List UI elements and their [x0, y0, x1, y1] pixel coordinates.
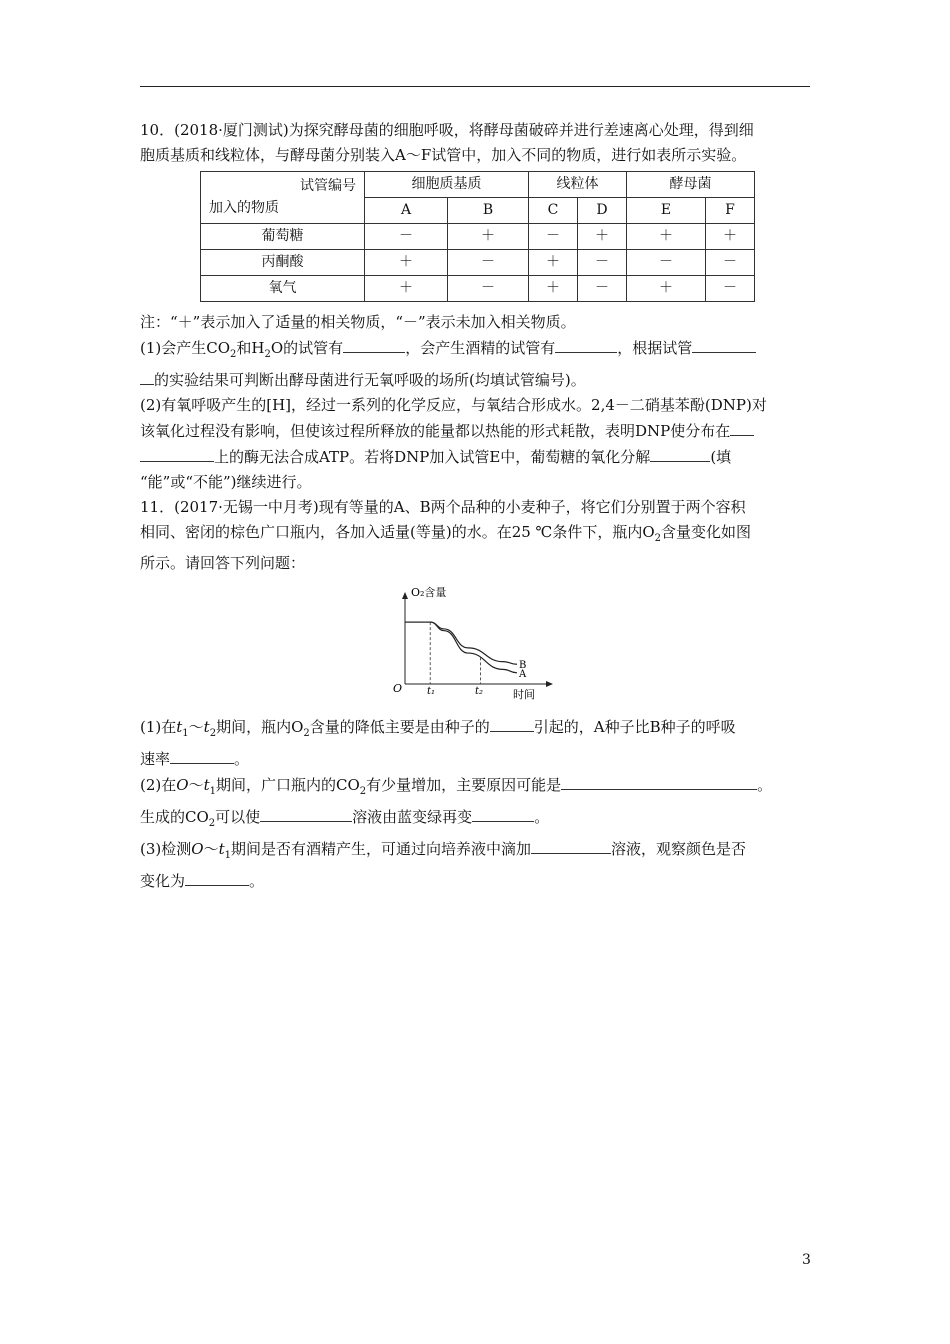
q11-part2-cont: 生成的$CO_2$可以使 溶液由蓝变绿再变 。 — [140, 804, 812, 836]
tube-d: D — [578, 198, 627, 224]
answer-blank[interactable] — [730, 418, 754, 436]
experiment-table — [200, 171, 755, 302]
cell: － — [627, 250, 706, 276]
document-body — [140, 118, 812, 894]
tube-f: F — [706, 198, 755, 224]
series-label-a: A — [519, 668, 527, 680]
cell: ＋ — [578, 224, 627, 250]
q10-part1: (1)会产生$CO_2$和$H_2O$的试管有 ，会产生酒精的试管有 ，根据试管 — [140, 335, 812, 367]
q10-part2-line4: “能”或“不能”)继续进行。 — [140, 473, 312, 491]
answer-blank[interactable] — [472, 804, 534, 822]
q11-part3: (3)检测$O\sim t_1$期间是否有酒精产生，可通过向培养液中滴加 溶液，观察颜色是否 — [140, 836, 812, 868]
q11-stem-line1: 11．(2017·无锡一中月考)现有等量的A、B两个品种的小麦种子，将它们分别置于两个容积 — [140, 498, 746, 516]
series-line-a — [405, 622, 517, 673]
cell: － — [706, 276, 755, 302]
cell: － — [448, 276, 529, 302]
group-cytoplasm: 细胞质基质 — [365, 172, 529, 198]
q10-part2-line1: (2)有氧呼吸产生的[H]，经过一系列的化学反应，与氧结合形成水。2,4－二硝基苯酚(DNP)对 — [140, 396, 767, 414]
q10-part2-line2: 该氧化过程没有影响，但使该过程所释放的能量都以热能的形式耗散，表明DNP使分布在 — [140, 418, 812, 444]
y-axis-label: O₂含量 — [411, 586, 447, 599]
tube-c: C — [529, 198, 578, 224]
q11-part3-cont: 变化为 。 — [140, 868, 812, 894]
o2-content-chart-svg — [375, 584, 555, 702]
table-row — [201, 224, 755, 250]
cell: － — [578, 250, 627, 276]
tick-label-t1: t₁ — [427, 686, 436, 697]
x-axis-label: 时间 — [513, 688, 535, 701]
x-axis-arrow — [546, 681, 553, 687]
page-number: 3 — [802, 1252, 811, 1268]
q10-part1-cont: 的实验结果可判断出酵母菌进行无氧呼吸的场所(均填试管编号)。 — [140, 367, 812, 393]
q10-stem-line2: 胞质基质和线粒体，与酵母菌分别装入A～F试管中，加入不同的物质，进行如表所示实验。 — [140, 146, 747, 164]
header-substance: 加入的物质 — [209, 200, 279, 216]
table-note: 注：“＋”表示加入了适量的相关物质，“－”表示未加入相关物质。 — [140, 313, 576, 331]
cell: － — [365, 224, 448, 250]
cell: ＋ — [706, 224, 755, 250]
experiment-table-wrap — [200, 171, 812, 302]
q11-part1-cont: 速率 。 — [140, 746, 812, 772]
answer-blank[interactable] — [650, 444, 710, 462]
origin-label: O — [393, 682, 403, 695]
header-tube-id: 试管编号 — [300, 178, 356, 194]
cell: － — [706, 250, 755, 276]
y-axis-arrow — [402, 592, 408, 599]
cell: － — [578, 276, 627, 302]
tube-a: A — [365, 198, 448, 224]
q10-part2-line3: 上的酶无法合成ATP。若将DNP加入试管E中，葡萄糖的氧化分解 (填 — [140, 444, 812, 470]
row-label: 氧气 — [201, 276, 365, 302]
answer-blank[interactable] — [555, 335, 617, 353]
cell: ＋ — [365, 250, 448, 276]
answer-blank[interactable] — [343, 335, 405, 353]
cell: ＋ — [529, 276, 578, 302]
group-yeast: 酵母菌 — [627, 172, 755, 198]
tick-label-t2: t₂ — [475, 686, 484, 697]
q11-part2: (2)在$O\sim t_1$期间，广口瓶内的$CO_2$有少量增加，主要原因可能是 。 — [140, 772, 812, 804]
series-label-b: B — [519, 660, 527, 672]
answer-blank[interactable] — [140, 367, 154, 385]
tube-b: B — [448, 198, 529, 224]
table-diagonal-header — [201, 172, 365, 224]
cell: ＋ — [529, 250, 578, 276]
cell: ＋ — [448, 224, 529, 250]
o2-chart — [375, 584, 812, 710]
cell: － — [448, 250, 529, 276]
cell: ＋ — [627, 276, 706, 302]
q11-part1: (1)在$t_1\sim t_2$期间，瓶内$O_2$含量的降低主要是由种子的 引起的，A种子比B种子的呼吸 — [140, 714, 812, 746]
group-mitochondria: 线粒体 — [529, 172, 627, 198]
cell: ＋ — [627, 224, 706, 250]
table-row — [201, 276, 755, 302]
answer-blank[interactable] — [561, 772, 757, 790]
answer-blank[interactable] — [185, 868, 249, 886]
cell: － — [529, 224, 578, 250]
table-row — [201, 250, 755, 276]
row-label: 葡萄糖 — [201, 224, 365, 250]
q10-stem-line1: 10．(2018·厦门测试)为探究酵母菌的细胞呼吸，将酵母菌破碎并进行差速离心处理，得到细 — [140, 121, 754, 139]
q11-stem-line2: 相同、密闭的棕色广口瓶内，各加入适量(等量)的水。在25 ℃条件下，瓶内$O_2$含量变化如图 — [140, 523, 752, 544]
answer-blank[interactable] — [692, 335, 756, 353]
header-rule — [140, 86, 810, 87]
row-label: 丙酮酸 — [201, 250, 365, 276]
answer-blank[interactable] — [170, 746, 234, 764]
answer-blank[interactable] — [490, 714, 534, 732]
series-line-b — [405, 622, 517, 664]
answer-blank[interactable] — [260, 804, 352, 822]
answer-blank[interactable] — [531, 836, 611, 854]
cell: ＋ — [365, 276, 448, 302]
q11-stem-line3: 所示。请回答下列问题： — [140, 554, 306, 572]
tube-e: E — [627, 198, 706, 224]
answer-blank[interactable] — [140, 444, 214, 462]
